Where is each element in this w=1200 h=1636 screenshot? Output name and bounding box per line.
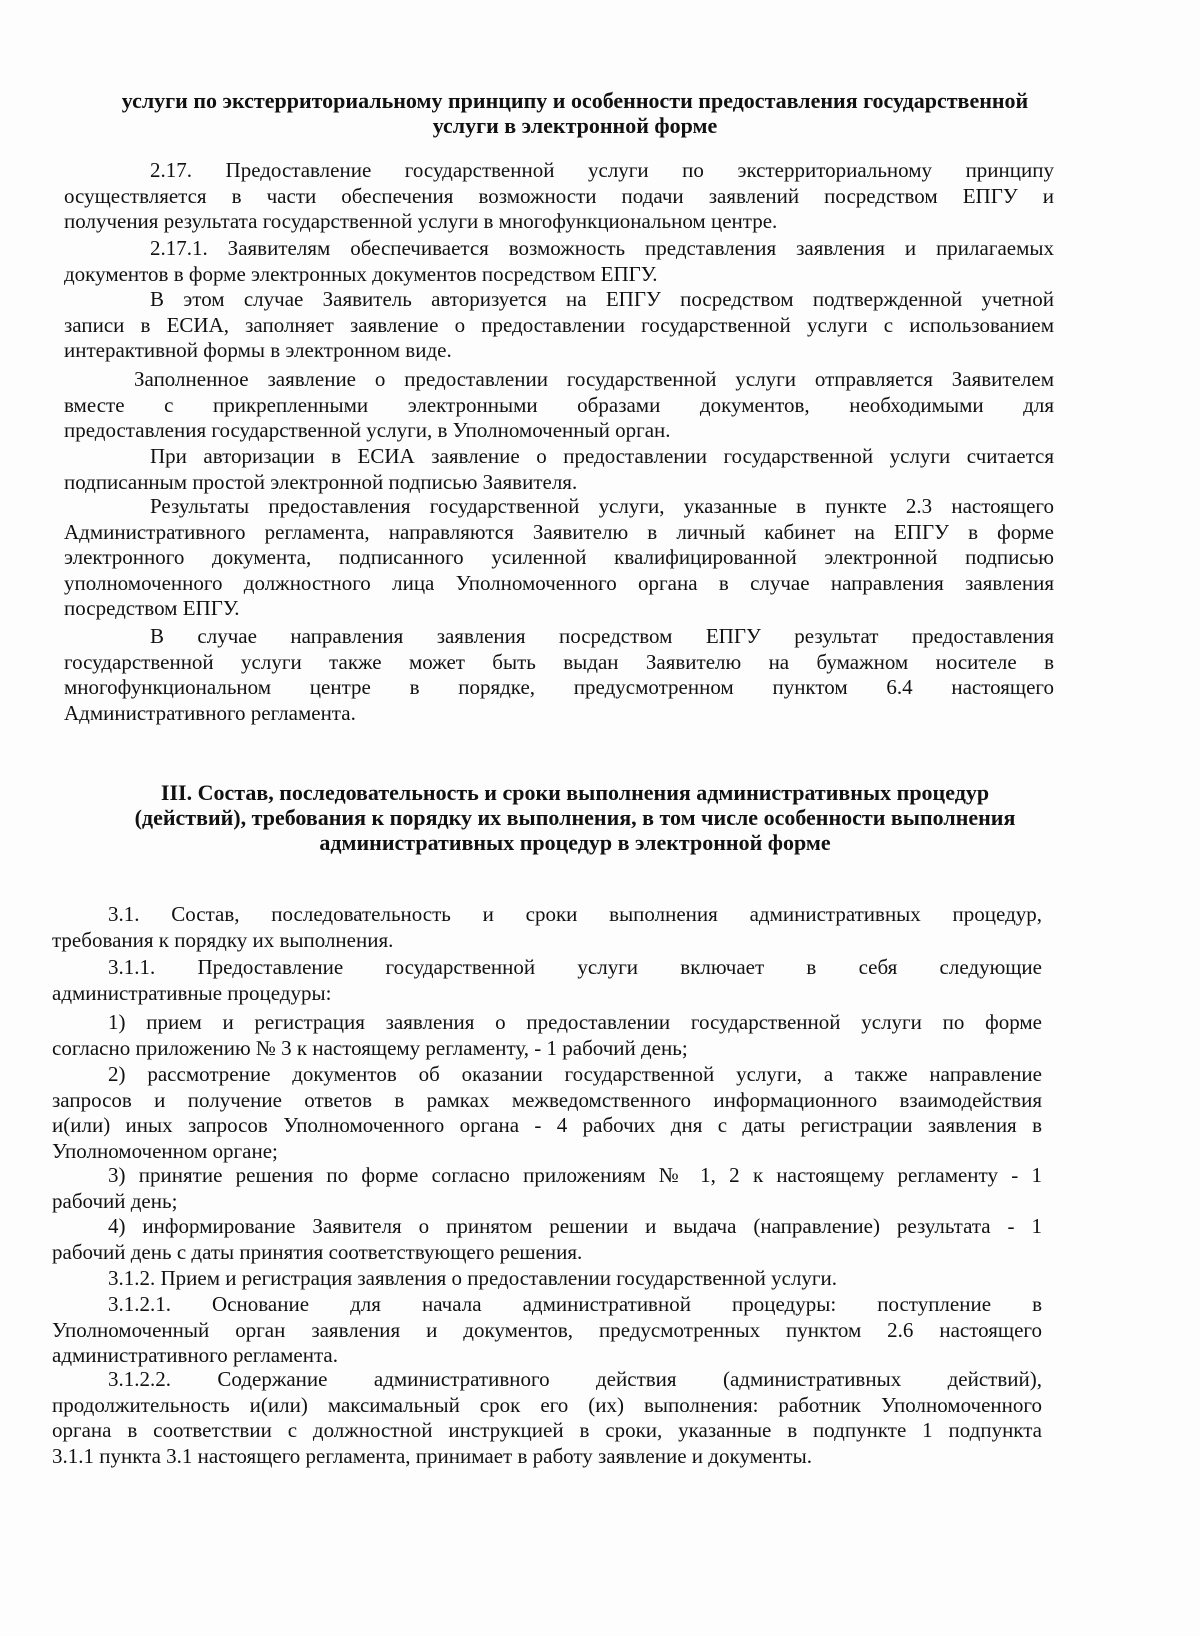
text-line: государственной услуги также может быть выдан Заявителю на бумажном носителе в [64, 649, 1054, 674]
text-line: согласно приложению № 3 к настоящему регламенту, - 1 рабочий день; [52, 1035, 688, 1060]
heading-line: услуги по экстерриториальному принципу и особенности предоставления государственной [121, 88, 1029, 113]
text-line: В случае направления заявления посредством ЕПГУ результат предоставления [150, 624, 1054, 648]
section-3-heading [80, 780, 1070, 855]
paragraph [64, 158, 1054, 235]
text-line: Уполномоченный орган заявления и документов, предусмотренных пунктом 2.6 настоящего [52, 1317, 1042, 1342]
text-line: 2.17.1. Заявителям обеспечивается возможность представления заявления и прилагаемых [150, 236, 1054, 260]
text-line: посредством ЕПГУ. [64, 596, 240, 620]
text-line: 3.1. Состав, последовательность и сроки выполнения административных процедур, [108, 902, 1042, 926]
text-line: уполномоченного должностного лица Уполномоченного органа в случае направления заявления [64, 570, 1054, 595]
text-line: Результаты предоставления государственной услуги, указанные в пункте 2.3 настоящего [150, 494, 1054, 518]
paragraph [52, 1266, 1042, 1292]
paragraph [52, 1214, 1042, 1265]
text-line: административные процедуры: [52, 980, 332, 1005]
section-2-17-heading [80, 88, 1070, 138]
text-line: 2) рассмотрение документов об оказании государственной услуги, а также направление [108, 1062, 1042, 1086]
paragraph [52, 1163, 1042, 1214]
text-line: В этом случае Заявитель авторизуется на ЕПГУ посредством подтвержденной учетной [150, 287, 1054, 311]
text-line: многофункциональном центре в порядке, предусмотренном пунктом 6.4 настоящего [64, 675, 1054, 699]
text-line: Заполненное заявление о предоставлении государственной услуги отправляется Заявителем [134, 367, 1054, 391]
text-line: 2.17. Предоставление государственной услуги по экстерриториальному принципу [150, 158, 1054, 182]
text-line: вместе с прикрепленными электронными образами документов, необходимыми для [64, 392, 1054, 417]
text-line: записи в ЕСИА, заполняет заявление о предоставлении государственной услуги с использованием [64, 312, 1054, 337]
text-line: Административного регламента. [64, 700, 356, 725]
text-line: получения результата государственной услуги в многофункциональном центре. [64, 209, 778, 233]
paragraph [52, 955, 1042, 1006]
text-line: 3.1.2. Прием и регистрация заявления о предоставлении государственной услуги. [108, 1266, 838, 1290]
paragraph [52, 1367, 1042, 1469]
text-line: требования к порядку их выполнения. [52, 927, 394, 952]
paragraph [64, 287, 1054, 364]
text-line: Административного регламента, направляются Заявителю в личный кабинет на ЕПГУ в форме [64, 519, 1054, 544]
paragraph [64, 494, 1054, 622]
text-line: рабочий день с даты принятия соответствующего решения. [52, 1239, 583, 1264]
text-line: 1) прием и регистрация заявления о предоставлении государственной услуги по форме [108, 1010, 1042, 1034]
text-line: 3.1.2.1. Основание для начала административной процедуры: поступление в [108, 1292, 1042, 1316]
text-line: интерактивной формы в электронном виде. [64, 338, 452, 362]
text-line: документов в форме электронных документов посредством ЕПГУ. [64, 261, 658, 286]
paragraph [64, 444, 1054, 495]
paragraph [64, 367, 1054, 444]
text-line: органа в соответствии с должностной инструкцией в сроки, указанные в подпункте 1 подпункта [52, 1418, 1042, 1442]
heading-line: III. Состав, последовательность и сроки выполнения административных процедур [160, 780, 990, 805]
paragraph [52, 1062, 1042, 1164]
text-line: подписанным простой электронной подписью Заявителя. [64, 469, 578, 494]
heading-line: (действий), требования к порядку их выполнения, в том числе особенности выполнения [134, 805, 1016, 830]
text-line: и(или) иных запросов Уполномоченного органа - 4 рабочих дня с даты регистрации заявления в [52, 1113, 1042, 1137]
paragraph [52, 1292, 1042, 1369]
paragraph [64, 624, 1054, 726]
paragraph [52, 1010, 1042, 1061]
text-line: осуществляется в части обеспечения возможности подачи заявлений посредством ЕПГУ и [64, 183, 1054, 208]
heading-line: административных процедур в электронной форме [319, 830, 831, 855]
paragraph [64, 236, 1054, 287]
text-line: 3.1.1 пункта 3.1 настоящего регламента, принимает в работу заявление и документы. [52, 1443, 812, 1468]
text-line: административного регламента. [52, 1343, 338, 1367]
text-line: электронного документа, подписанного усиленной квалифицированной электронной подписью [64, 545, 1054, 569]
text-line: 3.1.1. Предоставление государственной услуги включает в себя следующие [108, 955, 1042, 979]
text-line: предоставления государственной услуги, в Уполномоченный орган. [64, 418, 671, 442]
text-line: запросов и получение ответов в рамках межведомственного информационного взаимодействия [52, 1087, 1042, 1112]
text-line: 3.1.2.2. Содержание административного действия (административных действий), [108, 1367, 1042, 1391]
text-line: Уполномоченном органе; [52, 1138, 278, 1163]
text-line: рабочий день; [52, 1188, 178, 1213]
text-line: При авторизации в ЕСИА заявление о предоставлении государственной услуги считается [150, 444, 1054, 468]
text-line: продолжительность и(или) максимальный срок его (их) выполнения: работник Уполномоченного [52, 1392, 1042, 1417]
text-line: 4) информирование Заявителя о принятом решении и выдача (направление) результата - 1 [108, 1214, 1042, 1238]
paragraph [52, 902, 1042, 953]
text-line: 3) принятие решения по форме согласно приложениям № 1, 2 к настоящему регламенту - 1 [108, 1163, 1042, 1187]
heading-line: услуги в электронной форме [432, 113, 718, 138]
